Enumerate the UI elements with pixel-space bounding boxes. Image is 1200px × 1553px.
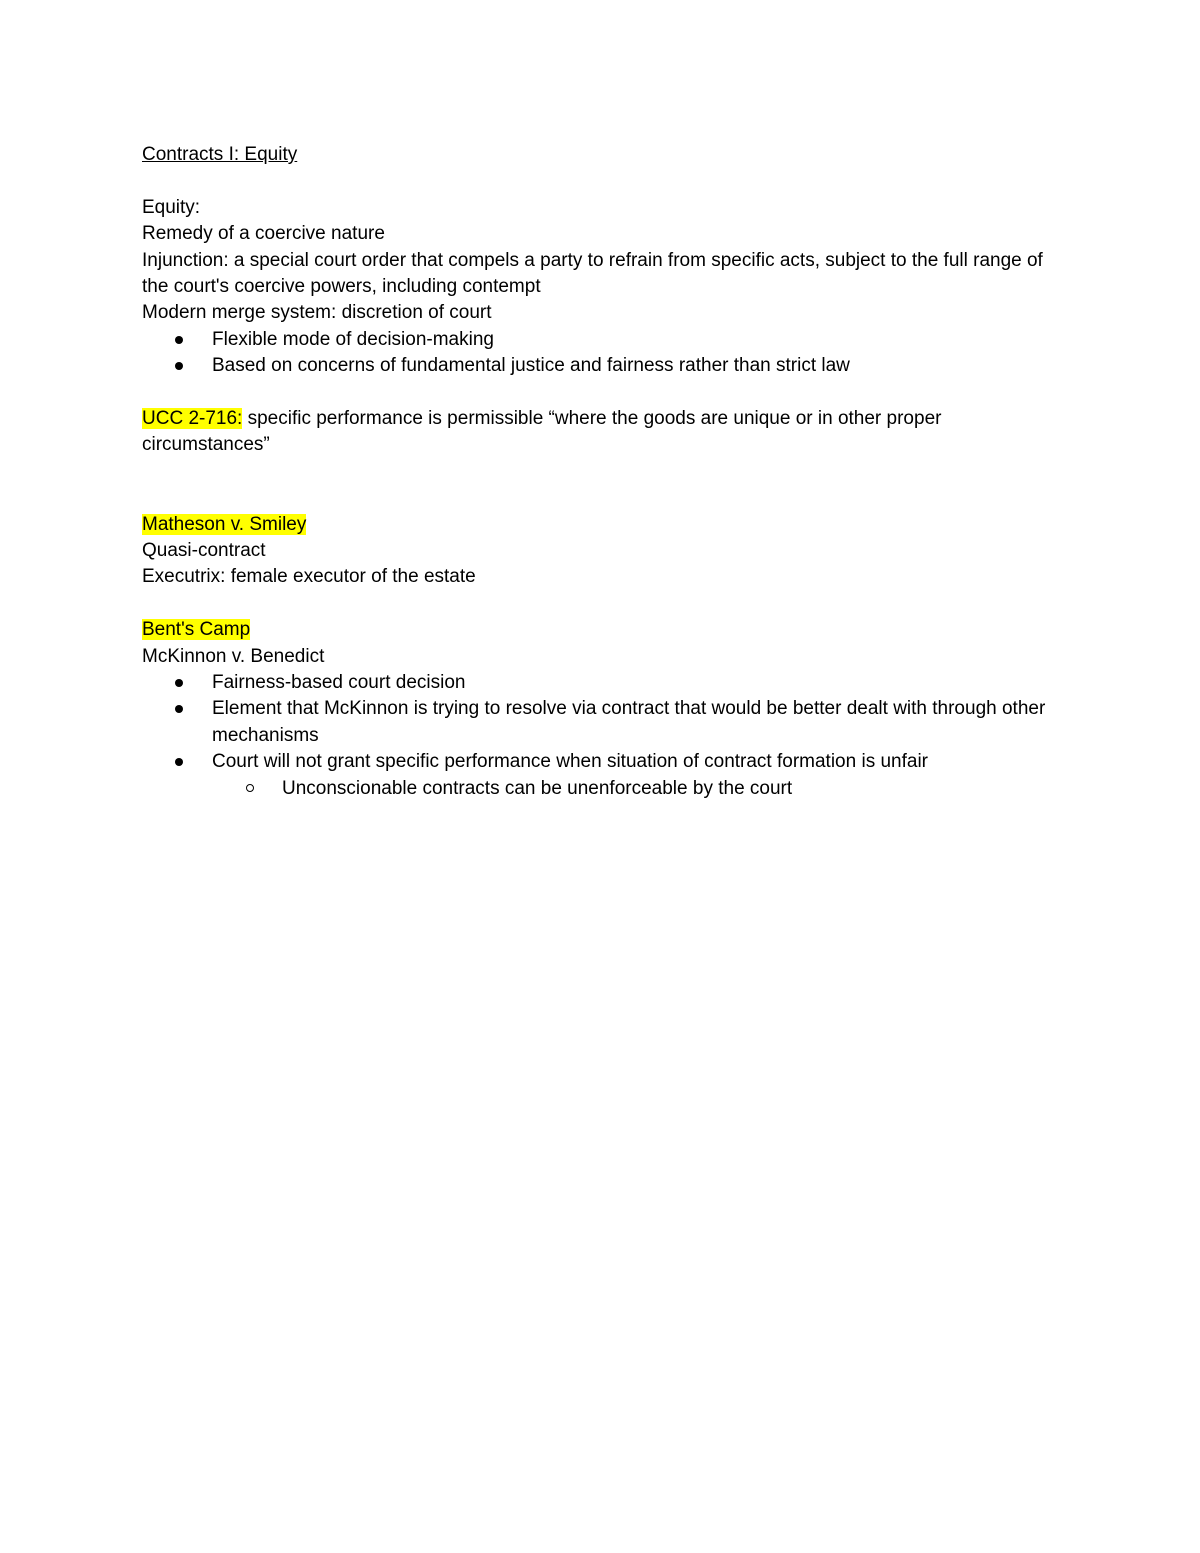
equity-bullet-list <box>142 327 1062 380</box>
case-name-highlight: Bent's Camp <box>142 619 251 641</box>
list-item <box>142 670 1062 696</box>
case-bullet-list <box>142 670 1062 802</box>
case-heading <box>142 617 1062 643</box>
ucc-paragraph <box>142 406 1062 459</box>
case-note: Executrix: female executor of the estate <box>142 566 476 588</box>
list-item <box>142 749 1062 802</box>
sub-bullet-list <box>212 776 1062 802</box>
spacer <box>142 380 1062 406</box>
bullet-icon <box>175 362 183 370</box>
document-body <box>142 142 1062 802</box>
spacer <box>142 591 1062 617</box>
list-item-text: Element that McKinnon is trying to resolve via contract that would be better dealt with through other mechanisms <box>212 698 1046 746</box>
bullet-icon <box>175 758 183 766</box>
spacer <box>142 459 1062 512</box>
list-item-text: Based on concerns of fundamental justice and fairness rather than strict law <box>212 355 850 377</box>
list-item <box>142 327 1062 353</box>
list-item-text: Court will not grant specific performance when situation of contract formation is unfair <box>212 751 928 773</box>
spacer <box>142 168 1062 194</box>
sub-list-item <box>212 776 1062 802</box>
equity-definition: Remedy of a coercive nature <box>142 223 385 245</box>
case-note: Quasi-contract <box>142 540 266 562</box>
bullet-icon <box>175 679 183 687</box>
document-title: Contracts I: Equity <box>142 144 298 165</box>
injunction-definition: Injunction: a special court order that compels a party to refrain from specific acts, subject to the full range of the court's coercive powers, including contempt <box>142 249 1043 298</box>
list-item <box>142 696 1062 749</box>
hollow-bullet-icon <box>246 784 254 792</box>
case-subtitle: McKinnon v. Benedict <box>142 645 325 667</box>
list-item <box>142 353 1062 379</box>
list-item-text: Flexible mode of decision-making <box>212 328 494 350</box>
bullet-icon <box>175 705 183 713</box>
ucc-text: specific performance is permissible “where the goods are unique or in other proper circumstances” <box>142 408 942 456</box>
equity-heading: Equity: <box>142 196 201 218</box>
case-name-highlight: Matheson v. Smiley <box>142 513 307 535</box>
list-item-text: Fairness-based court decision <box>212 672 466 694</box>
ucc-label-highlight: UCC 2-716: <box>142 408 243 430</box>
case-heading <box>142 512 1062 538</box>
sub-list-item-text: Unconscionable contracts can be unenforceable by the court <box>282 777 793 799</box>
bullet-icon <box>175 336 183 344</box>
modern-merge-system: Modern merge system: discretion of court <box>142 302 492 324</box>
